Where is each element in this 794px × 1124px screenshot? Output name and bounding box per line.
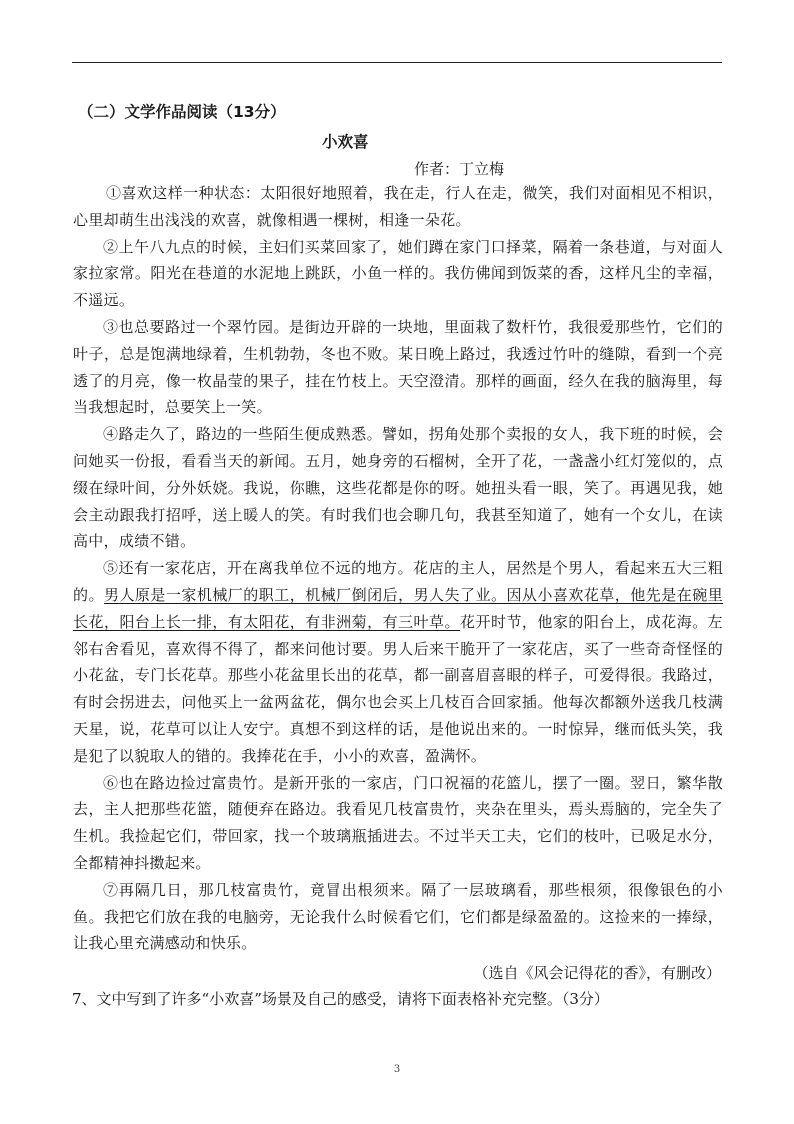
question-7: 7、文中写到了许多“小欢喜”场景及自己的感受，请将下面表格补充完整。（3分） <box>72 990 609 1008</box>
section-title: （二）文学作品阅读（13分） <box>78 103 286 121</box>
paragraph-6: ⑥也在路边捡过富贵竹。是新开张的一家店，门口祝福的花篮儿，摆了一圈。翌日，繁华散去，主人把那些花篮，随便弃在路边。我看见几枝富贵竹，夹杂在里头，焉头焉脑的，完全失了生机。我捡起它们，带回家，找一个玻璃瓶插进去。不过半天工夫，它们的枝叶，已吸足水分，全都精神抖擞起来。 <box>73 773 723 872</box>
paragraph-1: ①喜欢这样一种状态：太阳很好地照着，我在走，行人在走，微笑，我们对面相见不相识，心里却萌生出浅浅的欢喜，就像相遇一棵树，相逢一朵花。 <box>73 184 723 229</box>
article-title: 小欢喜 <box>322 133 369 151</box>
paragraph-5-underlined: 男人原是一家机械厂的职工，机械厂倒闭后，男人失了业。因从小喜欢花草，他先是在碗里长花，阳台上长一排，有太阳花，有非洲菊，有三叶草。 <box>73 585 723 631</box>
header-rule <box>72 62 722 63</box>
paragraph-5-intro: ⑤还有一家花店，开在离我单位不远的地方。花店的主人，居然是个男人，看起来五大三粗的。 <box>73 559 723 604</box>
paragraph-5-rest: 花开时节，他家的阳台上，成花海。左邻右舍看见，喜欢得不得了，都来问他讨要。男人后来干脆开了一家花店，买了一些奇奇怪怪的小花盆，专门长花草。那些小花盆里长出的花草，都一副喜眉喜眼的样子，可爱得很。我路过，有时会拐进去，问他买上一盆两盆花，偶尔也会买上几枝百合回家插。他每次都额外送我几枝满天星，说，花草可以让人安宁。真想不到这样的话，是他说出来的。一时惊异，继而低头笑，我是犯了以貌取人的错的。我捧花在手，小小的欢喜，盈满怀。 <box>73 612 723 765</box>
page-number: 3 <box>393 1064 401 1075</box>
paragraph-5 <box>73 555 723 769</box>
paragraph-7: ⑦再隔几日，那几枝富贵竹，竟冒出根须来。隔了一层玻璃看，那些根须，很像银色的小鱼。我把它们放在我的电脑旁，无论我什么时候看它们，它们都是绿盈盈的。这捡来的一捧绿，让我心里充满感动和快乐。 <box>73 880 723 953</box>
article-body <box>73 180 723 957</box>
article-author: 作者：丁立梅 <box>414 160 505 178</box>
article-source: （选自《风会记得花的香》，有删改） <box>473 964 721 982</box>
paragraph-4: ④路走久了，路边的一些陌生便成熟悉。譬如，拐角处那个卖报的女人，我下班的时候，会问她买一份报，看看当天的新闻。五月，她身旁的石榴树，全开了花，一盏盏小红灯笼似的，点缀在绿叶间，分外妖娆。我说，你瞧，这些花都是你的呀。她扭头看一眼，笑了。再遇见我，她会主动跟我打招呼，送上暖人的笑。有时我们也会聊几句，我甚至知道了，她有一个女儿，在读高中，成绩不错。 <box>73 425 723 551</box>
paragraph-2: ②上午八九点的时候，主妇们买菜回家了，她们蹲在家门口择菜，隔着一条巷道，与对面人家拉家常。阳光在巷道的水泥地上跳跃，小鱼一样的。我仿佛闻到饭菜的香，这样凡尘的幸福，不遥远。 <box>73 237 723 310</box>
paragraph-3: ③也总要路过一个翠竹园。是街边开辟的一块地，里面栽了数杆竹，我很爱那些竹，它们的叶子，总是饱满地绿着，生机勃勃，冬也不败。某日晚上路过，我透过竹叶的缝隙，看到一个亮透了的月亮，像一枚晶莹的果子，挂在竹枝上。天空澄清。那样的画面，经久在我的脑海里，每当我想起时，总要笑上一笑。 <box>73 317 723 417</box>
